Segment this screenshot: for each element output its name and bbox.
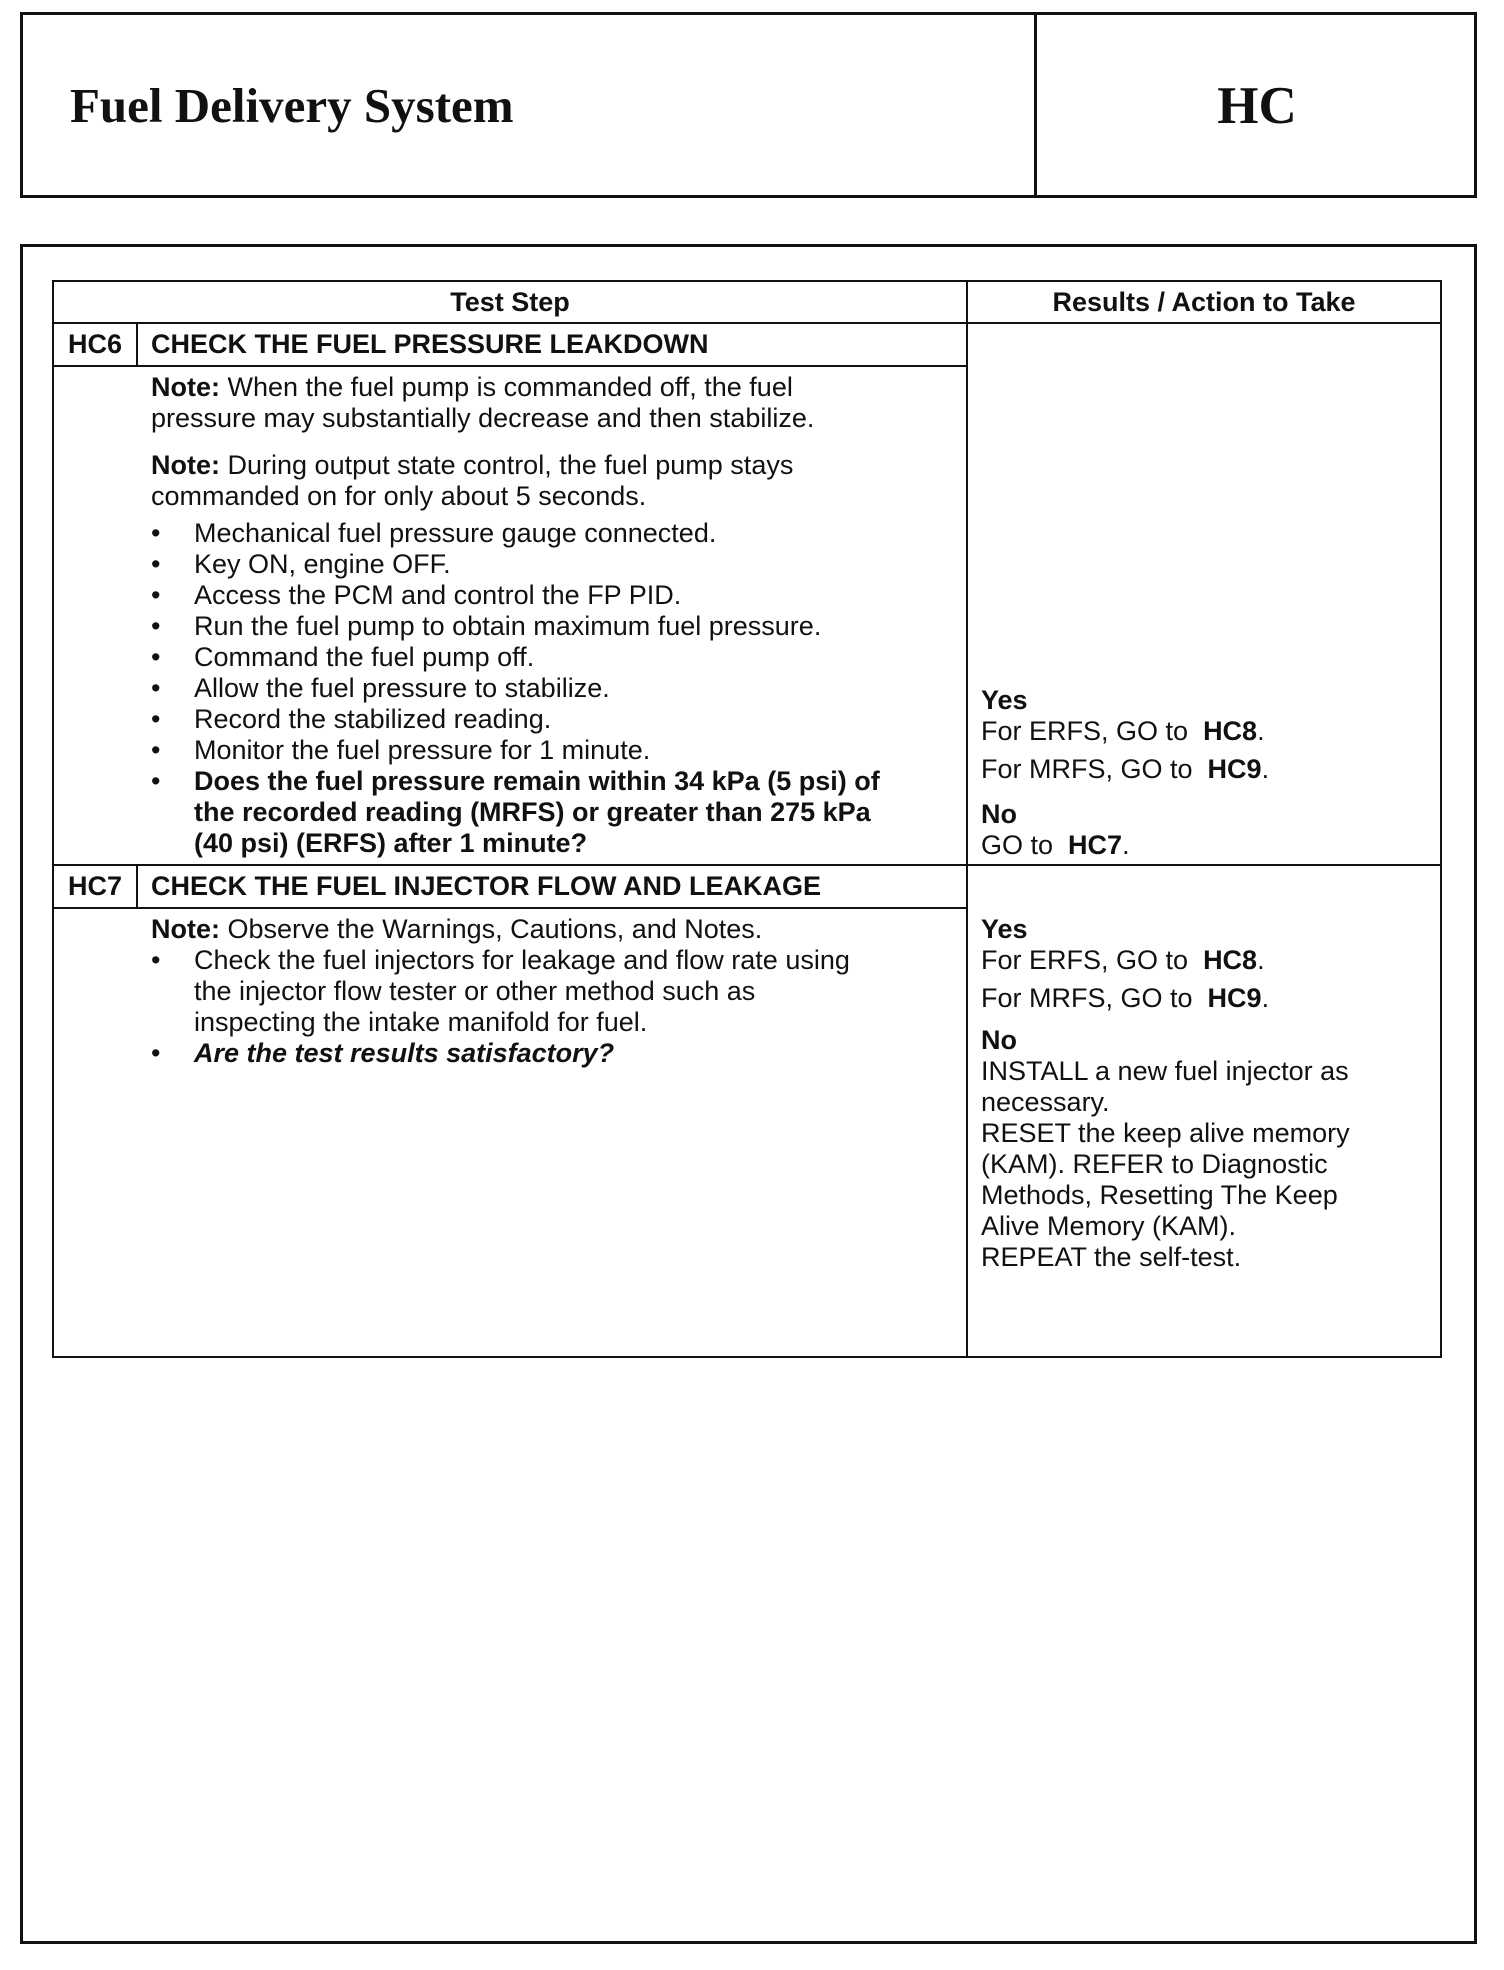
bullet-dot: •	[151, 945, 161, 975]
table-column-divider	[966, 280, 968, 1358]
hc7-yes-label: Yes	[981, 914, 1028, 944]
list-item: Allow the fuel pressure to stabilize.	[194, 673, 610, 703]
hc6-yes-erfs: For ERFS, GO to HC8.	[981, 716, 1265, 746]
bullet-dot: •	[151, 642, 161, 672]
hc6-yes-mrfs: For MRFS, GO to HC9.	[981, 754, 1270, 784]
list-item: Check the fuel injectors for leakage and flow rate using	[194, 945, 850, 975]
table-right-border	[1440, 280, 1442, 1358]
column-header-test-step: Test Step	[450, 287, 570, 317]
hc6-no-label: No	[981, 799, 1017, 829]
hc6-step-title: CHECK THE FUEL PRESSURE LEAKDOWN	[151, 329, 709, 359]
table-header-rule	[52, 322, 1442, 324]
bullet-dot: •	[151, 766, 161, 796]
hc6-question: Does the fuel pressure remain within 34 kPa (5 psi) of	[194, 766, 880, 796]
hc7-question: Are the test results satisfactory?	[194, 1038, 615, 1068]
hc7-yes-erfs: For ERFS, GO to HC8.	[981, 945, 1265, 975]
section-code: HC	[1217, 77, 1297, 135]
bullet-dot: •	[151, 704, 161, 734]
bullet-dot: •	[151, 580, 161, 610]
hc7-no-line: Methods, Resetting The Keep	[981, 1180, 1338, 1210]
table-bottom-border	[52, 1356, 1442, 1358]
bullet-dot: •	[151, 673, 161, 703]
hc6-note-1-cont: pressure may substantially decrease and then stabilize.	[151, 403, 815, 433]
hc6-step-id: HC6	[67, 329, 122, 359]
hc6-note-2: Note: During output state control, the fuel pump stays	[151, 450, 794, 480]
hc7-note: Note: Observe the Warnings, Cautions, and Notes.	[151, 914, 763, 944]
list-item: Mechanical fuel pressure gauge connected.	[194, 518, 717, 548]
hc7-no-line: INSTALL a new fuel injector as	[981, 1056, 1349, 1086]
hc6-no-action: GO to HC7.	[981, 830, 1130, 860]
hc6-row-bottom-rule	[52, 864, 1442, 866]
page-title: Fuel Delivery System	[70, 78, 514, 133]
column-header-results: Results / Action to Take	[1052, 287, 1356, 317]
list-item: Run the fuel pump to obtain maximum fuel pressure.	[194, 611, 822, 641]
bullet-dot: •	[151, 611, 161, 641]
hc7-step-id: HC7	[67, 871, 122, 901]
hc6-question-cont: the recorded reading (MRFS) or greater than 275 kPa	[194, 797, 871, 827]
hc7-no-line: Alive Memory (KAM).	[981, 1211, 1237, 1241]
hc6-id-divider	[136, 322, 138, 366]
bullet-dot: •	[151, 549, 161, 579]
list-item: Access the PCM and control the FP PID.	[194, 580, 682, 610]
hc7-yes-mrfs: For MRFS, GO to HC9.	[981, 983, 1270, 1013]
list-item-cont: the injector flow tester or other method such as	[194, 976, 756, 1006]
hc7-no-label: No	[981, 1025, 1017, 1055]
hc7-no-line: (KAM). REFER to Diagnostic	[981, 1149, 1328, 1179]
table-left-border	[52, 280, 54, 1358]
list-item: Command the fuel pump off.	[194, 642, 535, 672]
list-item: Monitor the fuel pressure for 1 minute.	[194, 735, 651, 765]
list-item-cont: inspecting the intake manifold for fuel.	[194, 1007, 648, 1037]
hc7-no-line: RESET the keep alive memory	[981, 1118, 1350, 1148]
hc7-title-rule	[52, 907, 966, 909]
bullet-dot: •	[151, 735, 161, 765]
hc7-step-title: CHECK THE FUEL INJECTOR FLOW AND LEAKAGE	[151, 871, 822, 901]
hc6-note-2-cont: commanded on for only about 5 seconds.	[151, 481, 647, 511]
hc6-question-cont: (40 psi) (ERFS) after 1 minute?	[194, 828, 588, 858]
hc7-id-divider	[136, 864, 138, 908]
bullet-dot: •	[151, 518, 161, 548]
bullet-dot: •	[151, 1038, 161, 1068]
hc6-title-rule	[52, 365, 966, 367]
list-item: Key ON, engine OFF.	[194, 549, 451, 579]
hc7-no-line: necessary.	[981, 1087, 1110, 1117]
table-top-border	[52, 280, 1442, 282]
list-item: Record the stabilized reading.	[194, 704, 552, 734]
hc6-yes-label: Yes	[981, 685, 1028, 715]
hc7-no-line: REPEAT the self-test.	[981, 1242, 1242, 1272]
hc6-note-1: Note: When the fuel pump is commanded off, the fuel	[151, 372, 793, 402]
